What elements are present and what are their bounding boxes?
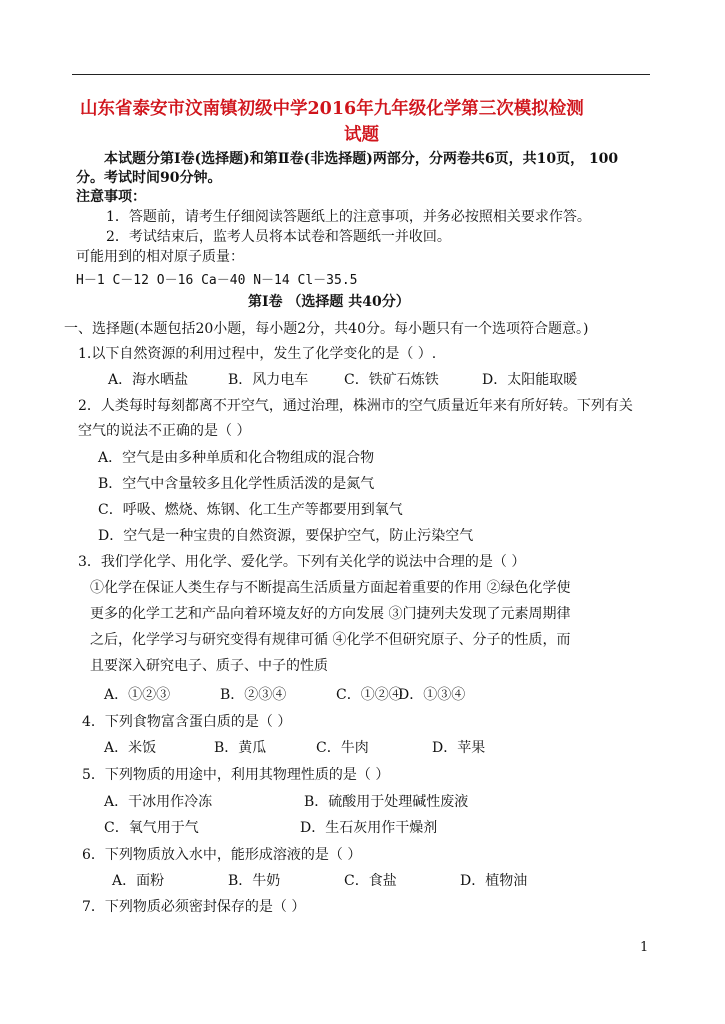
question-3-statement-line-1: ①化学在保证人类生存与不断提高生活质量方面起着重要的作用 ②绿色化学使 <box>90 580 571 596</box>
atomic-mass-values: H－1 C－12 O－16 Ca－40 N－14 Cl－35.5 <box>76 273 358 288</box>
question-3-option-b: B．②③④ <box>220 687 287 703</box>
question-2-stem: 2．人类每时每刻都离不开空气，通过治理，株洲市的空气质量近年来有所好转。下列有关 <box>78 398 633 414</box>
question-4-option-b: B．黄瓜 <box>214 740 267 756</box>
question-4-option-a: A．米饭 <box>104 740 157 756</box>
section-heading: 第Ⅰ卷 （选择题 共40分） <box>248 294 410 310</box>
question-2-option-d: D．空气是一种宝贵的自然资源，要保护空气，防止污染空气 <box>98 528 474 544</box>
question-6-option-a: A．面粉 <box>112 873 165 889</box>
question-6-option-b: B．牛奶 <box>228 873 281 889</box>
question-4-stem: 4．下列食物富含蛋白质的是（ ） <box>82 714 292 730</box>
notes-heading: 注意事项： <box>76 189 146 205</box>
question-5-option-d: D．生石灰用作干燥剂 <box>300 820 438 836</box>
question-6-option-c: C．食盐 <box>344 873 397 889</box>
question-3-option-a: A．①②③ <box>104 687 171 703</box>
question-3-option-c: C．①②④ <box>336 687 403 703</box>
question-7-stem: 7．下列物质必须密封保存的是（ ） <box>82 899 306 915</box>
question-3-statement-line-3: 之后，化学学习与研究变得有规律可循 ④化学不但研究原子、分子的性质，而 <box>90 632 571 648</box>
question-5-option-c: C．氧气用于气 <box>104 820 199 836</box>
question-2-option-a: A．空气是由多种单质和化合物组成的混合物 <box>98 450 375 466</box>
question-1-option-d: D．太阳能取暖 <box>482 372 578 388</box>
question-5-option-b: B．硫酸用于处理碱性废液 <box>304 794 469 810</box>
question-2-option-c: C．呼吸、燃烧、炼钢、化工生产等都要用到氧气 <box>98 502 403 518</box>
note-2: 2．考试结束后，监考人员将本试卷和答题纸一并收回。 <box>106 229 451 245</box>
question-3-statement-line-4: 且要深入研究电子、质子、中子的性质 <box>90 658 328 674</box>
question-3-stem: 3．我们学化学、用化学、爱化学。下列有关化学的说法中合理的是（ ） <box>78 554 526 570</box>
question-1-option-c: C．铁矿石炼铁 <box>344 372 439 388</box>
question-6-stem: 6．下列物质放入水中，能形成溶液的是（ ） <box>82 847 362 863</box>
question-4-option-c: C．牛肉 <box>316 740 369 756</box>
intro-line-1: 本试题分第Ⅰ卷(选择题)和第Ⅱ卷(非选择题)两部分，分两卷共6页，共10页， 100 <box>104 151 619 167</box>
question-6-option-d: D．植物油 <box>460 873 528 889</box>
note-1: 1．答题前，请考生仔细阅读答题纸上的注意事项，并务必按照相关要求作答。 <box>106 209 591 225</box>
question-1-option-b: B．风力电车 <box>228 372 309 388</box>
page-number: 1 <box>640 940 649 955</box>
question-2-option-b: B．空气中含量较多且化学性质活泼的是氮气 <box>98 476 375 492</box>
intro-line-2: 分。考试时间90分钟。 <box>76 170 222 186</box>
question-1-option-a: A．海水晒盐 <box>108 372 189 388</box>
question-1-stem: 1.以下自然资源的利用过程中，发生了化学变化的是（ ）. <box>78 346 437 362</box>
question-2-stem-continued: 空气的说法不正确的是（ ） <box>78 423 251 439</box>
atomic-mass-heading: 可能用到的相对原子质量： <box>76 249 244 265</box>
question-4-option-d: D．苹果 <box>432 740 486 756</box>
question-3-statement-line-2: 更多的化学工艺和产品向着环境友好的方向发展 ③门捷列夫发现了元素周期律 <box>90 606 571 622</box>
header-rule <box>72 74 650 75</box>
document-title-continued: 试题 <box>344 125 379 145</box>
question-5-stem: 5．下列物质的用途中，利用其物理性质的是（ ） <box>82 767 390 783</box>
document-title: 山东省泰安市汶南镇初级中学2016年九年级化学第三次模拟检测 <box>80 99 584 119</box>
question-5-option-a: A．干冰用作冷冻 <box>104 794 213 810</box>
section-instruction: 一、选择题(本题包括20小题，每小题2分，共40分。每小题只有一个选项符合题意。) <box>64 321 589 337</box>
question-3-option-d: D．①③④ <box>398 687 466 703</box>
